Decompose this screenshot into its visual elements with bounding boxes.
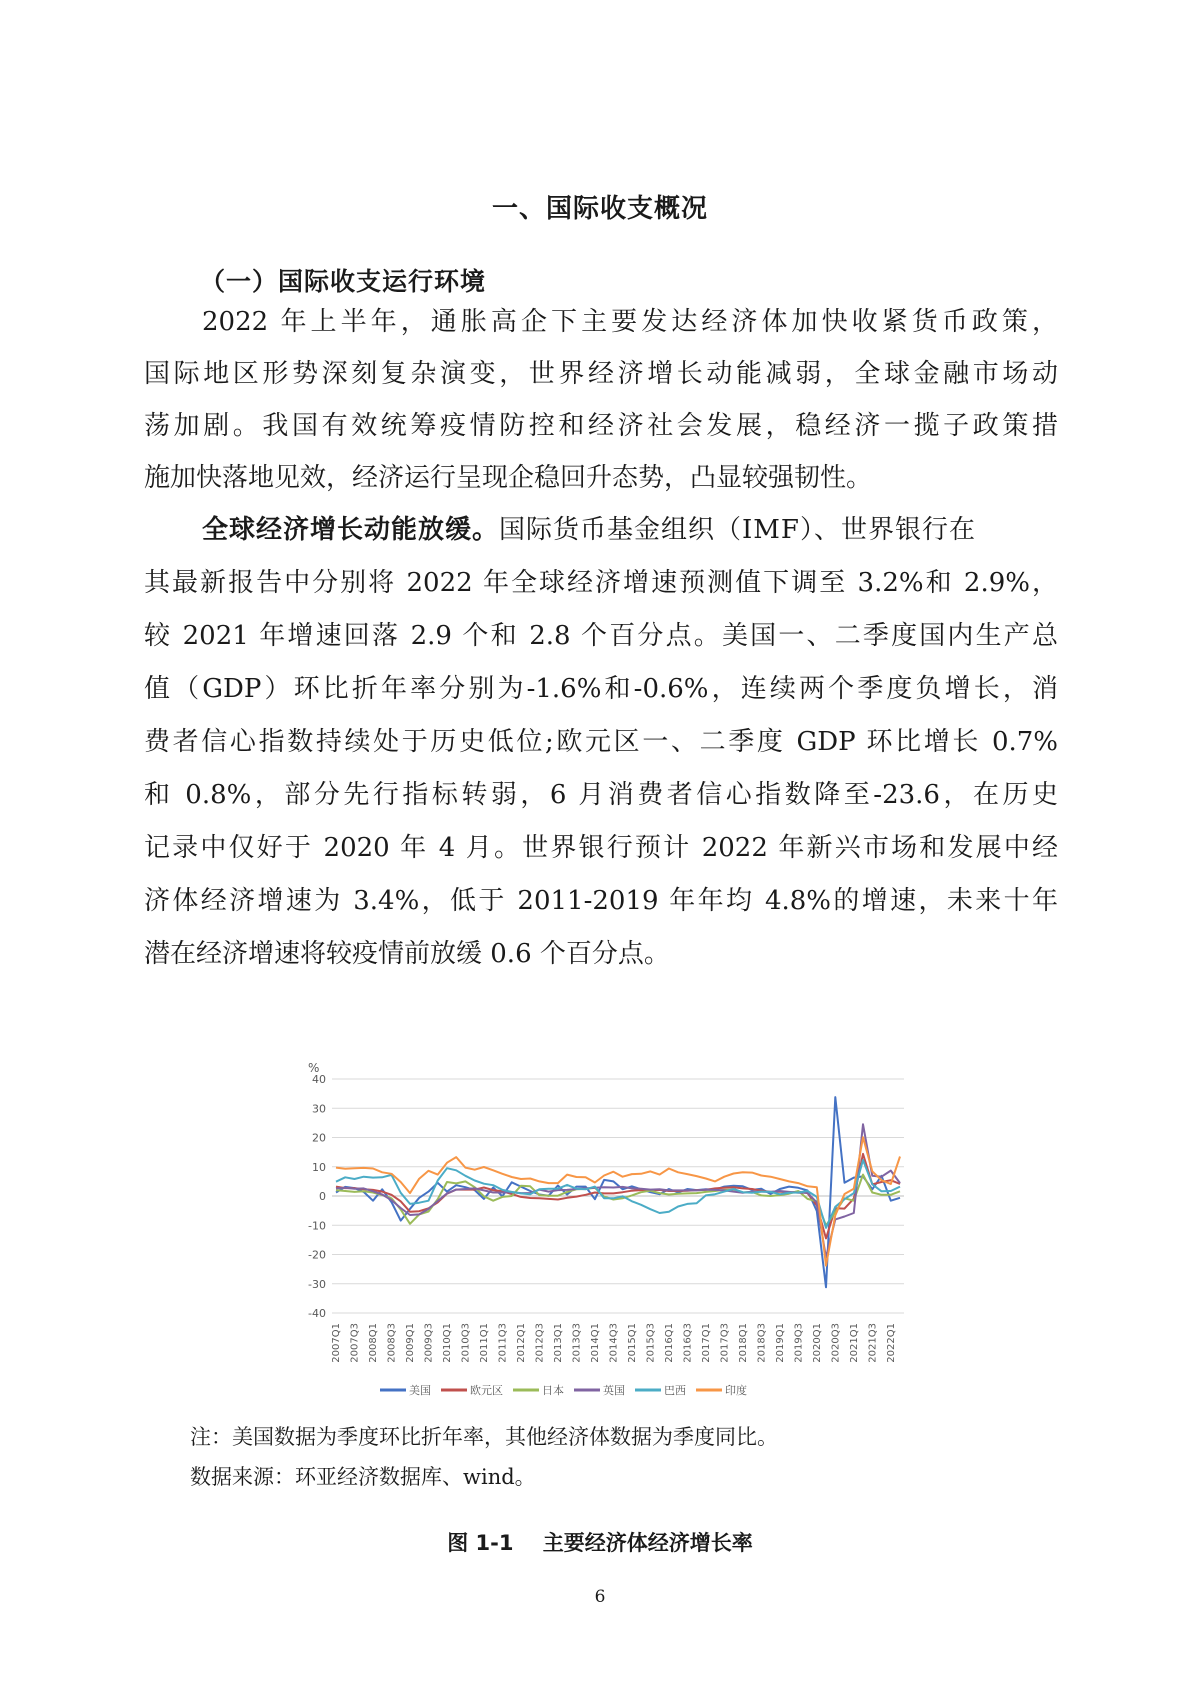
paragraph2-line: 和 0.8%，部分先行指标转弱，6 月消费者信心指数降至-23.6，在历史: [144, 780, 1058, 810]
paragraph1-line: 施加快落地见效，经济运行呈现企稳回升态势，凸显较强韧性。: [144, 463, 873, 493]
x-tick-label: 2009Q3: [423, 1323, 435, 1363]
figure-note: 注：美国数据为季度环比折年率，其他经济体数据为季度同比。: [190, 1425, 778, 1449]
y-tick-label: 30: [312, 1102, 326, 1116]
x-tick-label: 2018Q1: [737, 1323, 749, 1363]
x-tick-label: 2019Q3: [793, 1323, 805, 1363]
x-tick-label: 2013Q3: [571, 1323, 583, 1363]
x-tick-label: 2014Q3: [608, 1323, 620, 1363]
legend-label: 印度: [725, 1384, 747, 1397]
x-tick-label: 2020Q3: [830, 1323, 842, 1363]
x-tick-label: 2019Q1: [774, 1323, 786, 1363]
x-tick-label: 2021Q1: [848, 1323, 860, 1363]
x-tick-label: 2012Q3: [534, 1323, 546, 1363]
x-tick-label: 2009Q1: [404, 1323, 416, 1363]
x-tick-label: 2017Q1: [700, 1323, 712, 1363]
paragraph1-line: 荡加剧。我国有效统筹疫情防控和经济社会发展，稳经济一揽子政策措: [144, 411, 1058, 441]
paragraph2-line: 济体经济增速为 3.4%，低于 2011-2019 年年均 4.8%的增速，未来十年: [144, 886, 1058, 916]
paragraph2-line: 其最新报告中分别将 2022 年全球经济增速预测值下调至 3.2%和 2.9%，: [144, 568, 1058, 598]
x-tick-label: 2011Q3: [497, 1323, 509, 1363]
y-tick-label: 0: [319, 1190, 326, 1203]
y-tick-label: 10: [312, 1160, 326, 1174]
y-tick-label: -30: [308, 1277, 326, 1291]
figure-caption: 图 1-1 主要经济体经济增长率: [447, 1531, 753, 1555]
paragraph2-first-line: [202, 513, 1058, 547]
y-axis-unit-label: %: [308, 1061, 320, 1075]
growth-rate-chart: [290, 1052, 918, 1410]
paragraph2-line: 费者信心指数持续处于历史低位;欧元区一、二季度 GDP 环比增长 0.7%: [144, 727, 1058, 757]
paragraph2-line: 记录中仅好于 2020 年 4 月。世界银行预计 2022 年新兴市场和发展中经: [144, 833, 1058, 863]
y-axis-ticks: [308, 1073, 326, 1320]
x-tick-label: 2015Q1: [626, 1323, 638, 1363]
x-axis-ticks: [331, 1323, 897, 1363]
section-heading: 一、国际收支概况: [491, 194, 708, 224]
x-tick-label: 2018Q3: [756, 1323, 768, 1363]
legend-label: 欧元区: [470, 1384, 503, 1397]
paragraph2-line: 较 2021 年增速回落 2.9 个和 2.8 个百分点。美国一、二季度国内生产总: [144, 621, 1058, 651]
chart-series: [336, 1097, 900, 1287]
paragraph1-line: 2022 年上半年，通胀高企下主要发达经济体加快收紧货币政策，: [202, 307, 1058, 337]
x-tick-label: 2007Q3: [349, 1323, 361, 1363]
paragraph2-line: 潜在经济增速将较疫情前放缓 0.6 个百分点。: [144, 939, 670, 969]
x-tick-label: 2022Q1: [885, 1323, 897, 1363]
y-tick-label: 40: [312, 1073, 326, 1086]
x-tick-label: 2008Q3: [386, 1323, 398, 1363]
legend-label: 日本: [542, 1384, 564, 1397]
paragraph2-first-line-rest: 国际货币基金组织（IMF）、世界银行在: [499, 515, 976, 545]
paragraph1-line: 国际地区形势深刻复杂演变，世界经济增长动能减弱，全球金融市场动: [144, 359, 1058, 389]
x-tick-label: 2020Q1: [811, 1323, 823, 1363]
x-tick-label: 2007Q1: [331, 1323, 342, 1363]
y-tick-label: 20: [312, 1131, 326, 1145]
subsection-heading: （一）国际收支运行环境: [200, 267, 487, 296]
x-tick-label: 2010Q1: [441, 1323, 453, 1363]
y-tick-label: -20: [308, 1248, 326, 1262]
series-line: [336, 1160, 900, 1228]
paragraph2-line: 值（GDP）环比折年率分别为-1.6%和-0.6%，连续两个季度负增长，消: [144, 674, 1058, 704]
paragraph2-lead: 全球经济增长动能放缓。: [202, 515, 500, 545]
page-number: 6: [594, 1587, 606, 1607]
figure-source: 数据来源：环亚经济数据库、wind。: [190, 1465, 536, 1489]
x-tick-label: 2008Q1: [367, 1323, 379, 1363]
chart-legend: [380, 1383, 747, 1397]
x-tick-label: 2012Q1: [515, 1323, 527, 1363]
x-tick-label: 2013Q1: [552, 1323, 564, 1363]
x-tick-label: 2021Q3: [867, 1323, 879, 1363]
y-tick-label: -40: [308, 1307, 326, 1320]
x-tick-label: 2015Q3: [645, 1323, 657, 1363]
legend-label: 英国: [603, 1384, 625, 1397]
x-tick-label: 2014Q1: [589, 1323, 601, 1363]
series-line: [336, 1124, 900, 1257]
x-tick-label: 2011Q1: [478, 1323, 490, 1363]
x-tick-label: 2016Q3: [682, 1323, 694, 1363]
x-tick-label: 2017Q3: [719, 1323, 731, 1363]
x-tick-label: 2016Q1: [663, 1323, 675, 1363]
x-tick-label: 2010Q3: [460, 1323, 472, 1363]
y-tick-label: -10: [308, 1219, 326, 1233]
legend-label: 巴西: [664, 1384, 686, 1397]
legend-label: 美国: [409, 1384, 431, 1397]
